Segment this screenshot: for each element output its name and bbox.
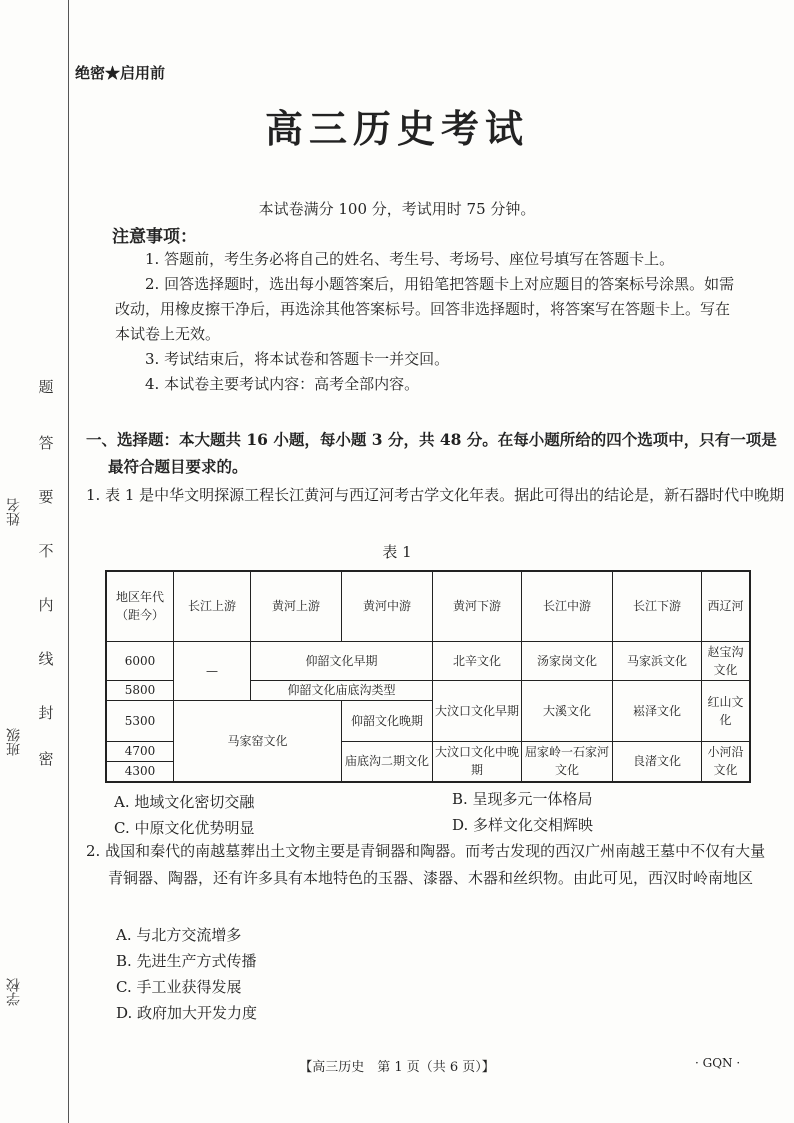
table-cell: 马家浜文化 — [613, 641, 702, 680]
option-b: B. 呈现多元一体格局 — [452, 790, 593, 808]
class-label: 班级 — [6, 728, 22, 756]
table-corner-header: 地区年代（距今） — [106, 571, 174, 641]
notice-heading: 注意事项： — [112, 227, 197, 247]
binding-char: 不 — [38, 542, 54, 560]
option-d: D. 多样文化交相辉映 — [452, 816, 594, 834]
secret-mark: 绝密★启用前 — [75, 64, 166, 82]
table-cell: 大溪文化 — [522, 680, 613, 741]
notice-item: 4. 本试卷主要考试内容：高考全部内容。 — [145, 375, 420, 393]
year-cell: 5800 — [106, 680, 174, 700]
table-cell: 大汶口文化早期 — [433, 680, 522, 741]
table-cell: 仰韶文化晚期 — [342, 700, 433, 741]
dash-cell: — — [174, 641, 251, 700]
binding-char: 内 — [38, 596, 54, 614]
name-label: 姓名 — [6, 498, 22, 526]
culture-chronology-table — [105, 570, 751, 783]
table-cell: 马家窑文化 — [174, 700, 342, 782]
table-cell: 崧泽文化 — [613, 680, 702, 741]
year-cell: 5300 — [106, 700, 174, 741]
question-2-stem: 2. 战国和秦代的南越墓葬出土文物主要是青铜器和陶器。而考古发现的西汉广州南越王墓中不仅有大量青铜器、陶器，还有许多具有本地特色的玉器、漆器、木器和丝织物。由此可见，西汉时岭南地区 — [86, 842, 766, 887]
table-cell: 大汶口文化中晚期 — [433, 741, 522, 782]
binding-char: 线 — [38, 650, 54, 668]
table-cell: 赵宝沟文化 — [702, 641, 751, 680]
school-label: 学校 — [6, 978, 22, 1006]
table-caption: 表 1 — [382, 543, 412, 561]
table-cell: 屈家岭一石家河文化 — [522, 741, 613, 782]
option-c: C. 手工业获得发展 — [116, 978, 242, 996]
table-cell: 仰韶文化早期 — [251, 641, 433, 680]
year-cell: 4300 — [106, 761, 174, 782]
option-a: A. 与北方交流增多 — [116, 926, 242, 944]
question-1-stem: 1. 表 1 是中华文明探源工程长江黄河与西辽河考古学文化年表。据此可得出的结论是，新石器时代中晚期 — [86, 486, 785, 504]
table-cell: 小河沿文化 — [702, 741, 751, 782]
table-cell: 庙底沟二期文化 — [342, 741, 433, 782]
footer-code: · GQN · — [695, 1056, 741, 1070]
column-header: 西辽河 — [702, 571, 751, 641]
binding-char: 答 — [38, 434, 54, 452]
binding-char: 密 — [38, 750, 54, 768]
notice-item: 3. 考试结束后，将本试卷和答题卡一并交回。 — [145, 350, 450, 368]
column-header: 长江下游 — [613, 571, 702, 641]
binding-char: 封 — [38, 704, 54, 722]
option-c: C. 中原文化优势明显 — [114, 819, 255, 837]
table-cell: 良渚文化 — [613, 741, 702, 782]
table-cell: 汤家岗文化 — [522, 641, 613, 680]
notice-item: 1. 答题前，考生务必将自己的姓名、考生号、考场号、座位号填写在答题卡上。 — [145, 250, 675, 268]
binding-char: 要 — [38, 488, 54, 506]
column-header: 黄河下游 — [433, 571, 522, 641]
page-title: 高三历史考试 — [264, 106, 529, 151]
year-cell: 6000 — [106, 641, 174, 680]
table-cell: 红山文化 — [702, 680, 751, 741]
notice-item: 2. 回答选择题时，选出每小题答案后，用铅笔把答题卡上对应题目的答案标号涂黑。如需改动，用橡皮擦干净后，再选涂其他答案标号。回答非选择题时，将答案写在答题卡上。写在本试卷上无效。 — [115, 275, 735, 343]
table-cell: 北辛文化 — [433, 641, 522, 680]
binding-char: 题 — [38, 378, 54, 396]
option-d: D. 政府加大开发力度 — [116, 1004, 258, 1022]
exam-subtitle: 本试卷满分 100 分，考试用时 75 分钟。 — [258, 200, 536, 218]
year-cell: 4700 — [106, 741, 174, 761]
option-b: B. 先进生产方式传播 — [116, 952, 257, 970]
page-footer: 【高三历史 第 1 页（共 6 页）】 — [299, 1060, 495, 1075]
table-cell: 仰韶文化庙底沟类型 — [251, 680, 433, 700]
column-header: 长江中游 — [522, 571, 613, 641]
section-heading: 一、选择题：本大题共 16 小题，每小题 3 分，共 48 分。在每小题所给的四个选项中，只有一项是最符合题目要求的。 — [86, 430, 777, 476]
option-a: A. 地域文化密切交融 — [114, 793, 255, 811]
column-header: 黄河上游 — [251, 571, 342, 641]
column-header: 黄河中游 — [342, 571, 433, 641]
column-header: 长江上游 — [174, 571, 251, 641]
